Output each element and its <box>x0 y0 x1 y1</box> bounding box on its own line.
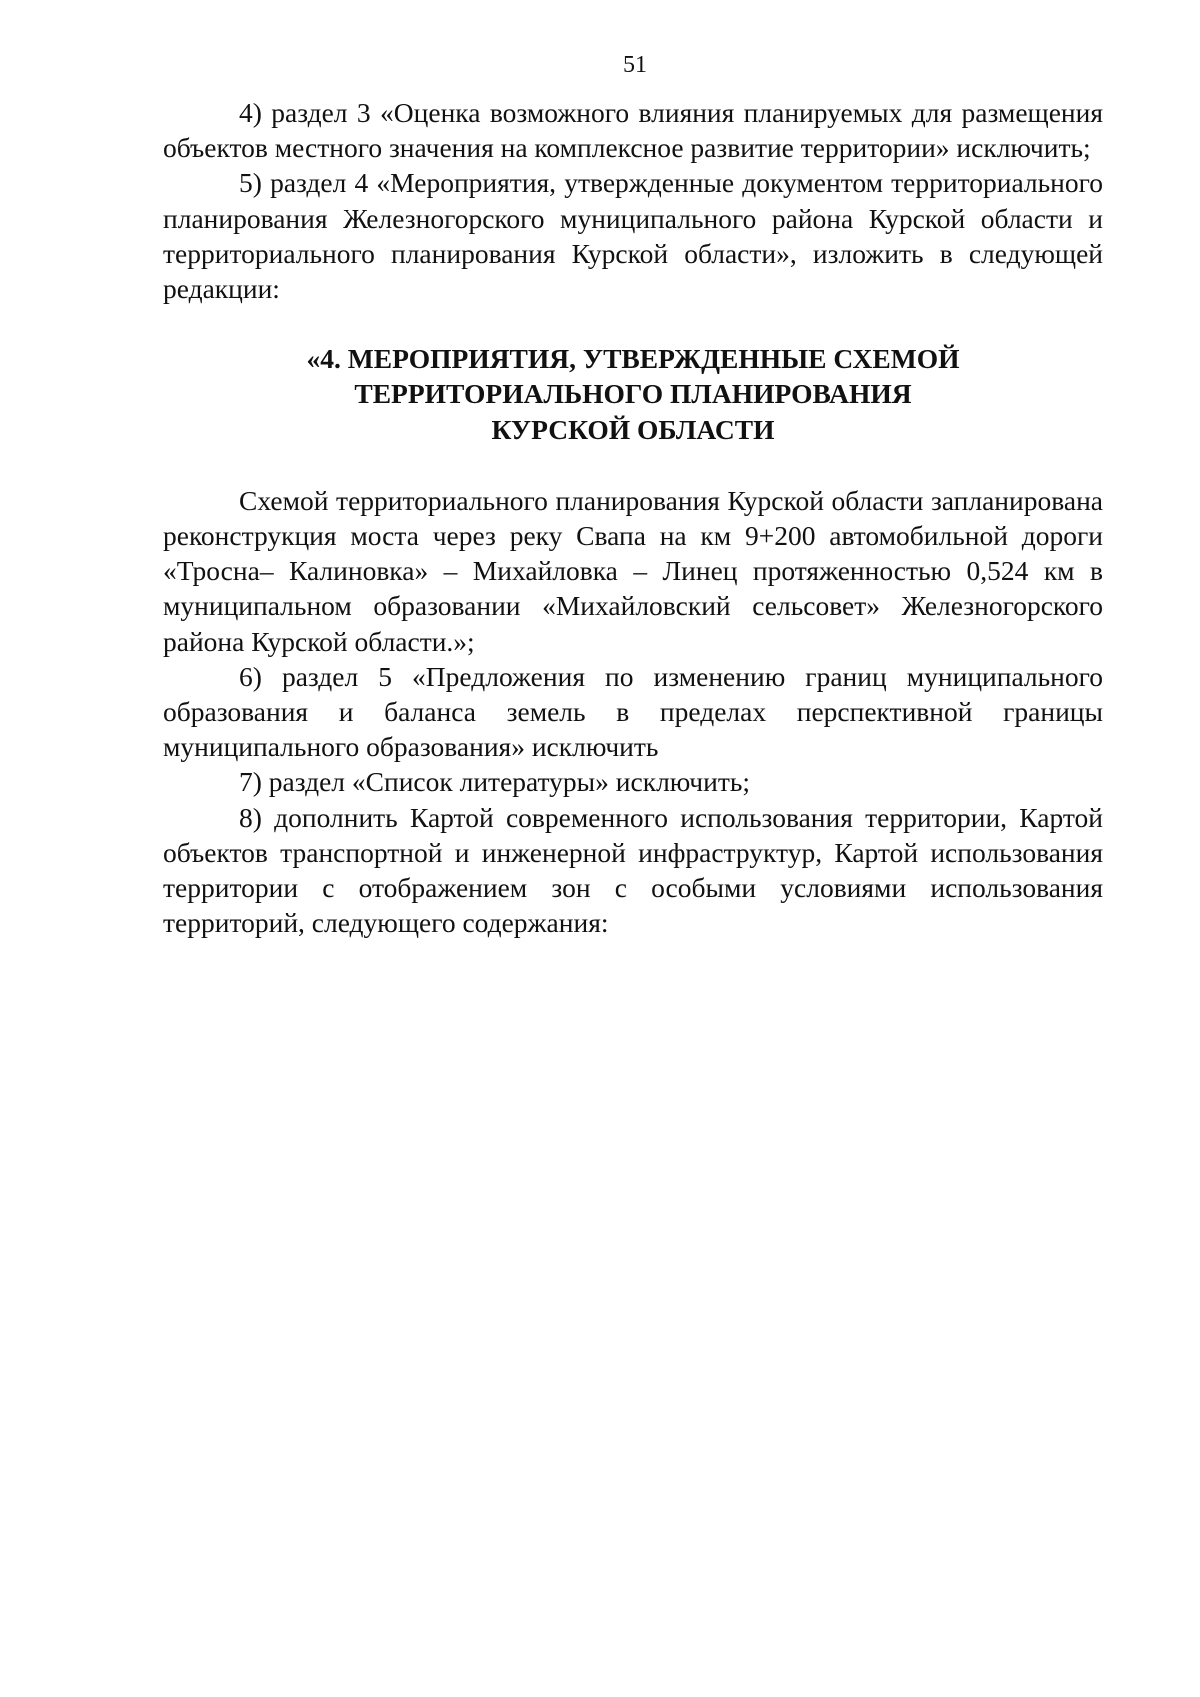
list-item-5: 5) раздел 4 «Мероприятия, утвержденные документом территориального планирования Железногорского муниципального района Курской области и территориального планирования Курской области», изложить в следующей редакции: <box>163 167 1103 305</box>
section-heading-line-2: ТЕРРИТОРИАЛЬНОГО ПЛАНИРОВАНИЯ <box>354 378 912 410</box>
section-heading <box>163 341 1103 447</box>
list-item-6: 6) раздел 5 «Предложения по изменению границ муниципального образования и баланса земель в пределах перспективной границы муниципального образования» исключить <box>163 660 1103 763</box>
page-number: 51 <box>623 52 647 78</box>
list-item-4: 4) раздел 3 «Оценка возможного влияния планируемых для размещения объектов местного значения на комплексное развитие территории» исключить; <box>163 97 1103 164</box>
list-item-8: 8) дополнить Картой современного использования территории, Картой объектов транспортной и инженерной инфраструктур, Картой использования территории с отображением зон с особыми условиями использования территорий, следующего содержания: <box>163 801 1103 939</box>
document-body <box>163 95 1103 940</box>
section-paragraph: Схемой территориального планирования Курской области запланирована реконструкция моста через реку Свапа на км 9+200 автомобильной дороги «Тросна– Калиновка» – Михайловка – Линец протяженностью 0,524 км в муниципальном образовании «Михайловский сельсовет» Железногорского района Курской области.»; <box>163 484 1103 657</box>
section-heading-line-1: «4. МЕРОПРИЯТИЯ, УТВЕРЖДЕННЫЕ СХЕМОЙ <box>306 343 960 375</box>
section-heading-line-3: КУРСКОЙ ОБЛАСТИ <box>491 413 775 445</box>
list-item-7: 7) раздел «Список литературы» исключить; <box>239 766 751 798</box>
